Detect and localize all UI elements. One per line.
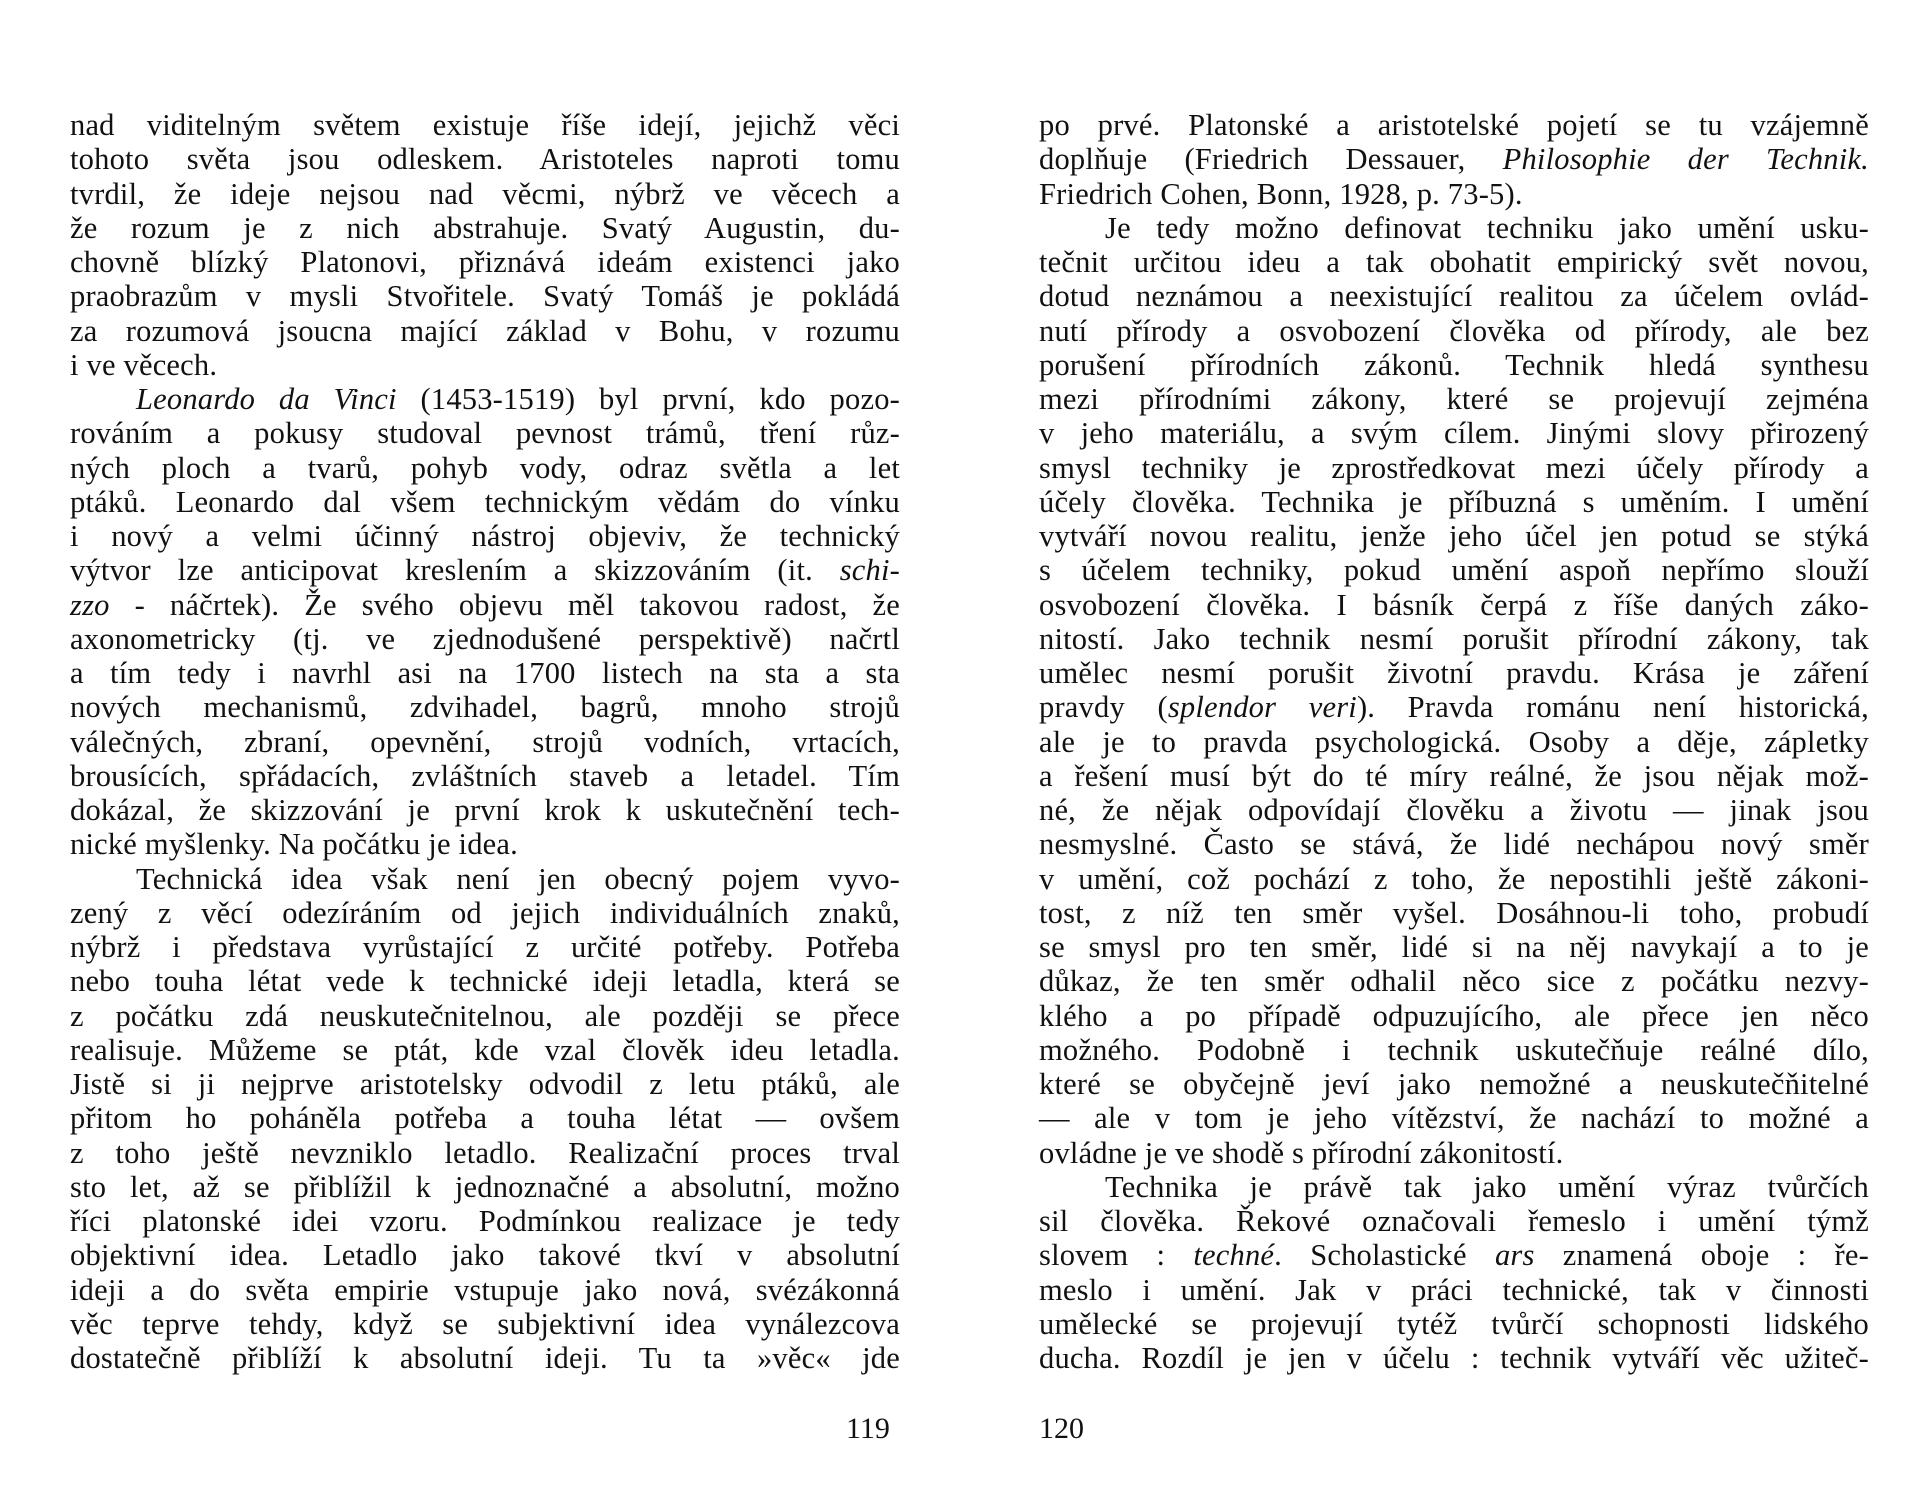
right-page-line — [1039, 279, 1869, 313]
right-page-line — [1039, 382, 1869, 416]
line-text: ných ploch a tvarů, pohyb vody, odraz světla a let — [70, 450, 900, 485]
line-text: osvobození člověka. I básník čerpá z říše daných záko- — [1039, 587, 1869, 622]
right-page-line — [1039, 553, 1869, 587]
line-text: Technická idea však není jen obecný pojem vyvo- — [136, 861, 900, 896]
right-page-text — [1039, 108, 1869, 1375]
left-page-line — [70, 142, 900, 176]
line-text: nebo touha létat vede k technické ideji letadla, která se — [70, 964, 900, 999]
right-page-line — [1039, 862, 1869, 896]
left-page-line — [70, 588, 900, 622]
line-text: mezi přírodními zákony, které se projevují zejména — [1039, 382, 1869, 416]
left-page-line — [70, 862, 900, 896]
right-page-line — [1039, 1101, 1869, 1135]
right-page-line — [1039, 519, 1869, 553]
left-page-line — [70, 622, 900, 656]
right-page-line — [1039, 177, 1869, 211]
right-page-line — [1039, 416, 1869, 450]
left-page-line — [70, 725, 900, 759]
right-page — [959, 0, 1918, 1500]
right-page-line — [1039, 690, 1869, 724]
right-page-line — [1039, 1307, 1869, 1341]
left-page-line — [70, 1238, 900, 1272]
left-page-line — [70, 964, 900, 998]
right-page-line — [1039, 108, 1869, 142]
line-text: zený z věcí odezíráním od jejich individuálních znaků, — [70, 895, 900, 930]
line-text: doplňuje (Friedrich Dessauer, — [1039, 142, 1503, 177]
left-page-line — [70, 930, 900, 964]
line-text: po prvé. Platonské a aristotelské pojetí se tu vzájemně — [1039, 108, 1869, 142]
line-text: dotud neznámou a neexistující realitou za účelem ovlád- — [1039, 279, 1869, 314]
line-text: výtvor lze anticipovat kreslením a skizzováním (it. — [70, 553, 840, 588]
line-text: i ve věcech. — [70, 347, 218, 382]
line-text: axonometricky (tj. ve zjednodušené perspektivě) načrtl — [70, 621, 900, 656]
line-text: Jistě si ji nejprve aristotelsky odvodil z letu ptáků, ale — [70, 1067, 900, 1101]
left-page-line — [70, 553, 900, 587]
left-page-line — [70, 1136, 900, 1170]
line-text: sto let, až se přiblížil k jednoznačné a absolutní, možno — [70, 1169, 900, 1204]
line-text: realisuje. Můžeme se ptát, kde vzal člověk ideu letadla. — [70, 1032, 900, 1067]
right-page-line — [1039, 348, 1869, 382]
line-text: s účelem techniky, pokud umění aspoň nepřímo slouží — [1039, 553, 1869, 588]
line-text: ideji a do světa empirie vstupuje jako nová, svézákonná — [70, 1272, 900, 1307]
line-text: i nový a velmi účinný nástroj objeviv, že technický — [70, 519, 900, 553]
left-page-line — [70, 211, 900, 245]
line-text: které se obyčejně jeví jako nemožné a neuskutečňitelné — [1039, 1067, 1869, 1101]
line-text: ptáků. Leonardo dal všem technickým vědám do vínku — [70, 484, 900, 519]
right-page-line — [1039, 1204, 1869, 1238]
line-text: chovně blízký Platonovi, přiznává ideám existenci jako — [70, 245, 900, 279]
right-page-line — [1039, 211, 1869, 245]
line-text: rováním a pokusy studoval pevnost trámů, tření růz- — [70, 416, 900, 451]
line-text: v umění, což pochází z toho, že nepostihli ještě zákoni- — [1039, 861, 1869, 896]
line-text: dokázal, že skizzování je první krok k uskutečnění tech- — [70, 793, 900, 827]
line-text: důkaz, že ten směr odhalil něco sice z počátku nezvy- — [1039, 964, 1869, 999]
right-page-line — [1039, 1238, 1869, 1272]
line-text: Technika je právě tak jako umění výraz tvůrčích — [1105, 1169, 1869, 1204]
line-text: Je tedy možno definovat techniku jako umění usku- — [1105, 210, 1869, 245]
line-text: válečných, zbraní, opevnění, strojů vodních, vrtacích, — [70, 724, 900, 759]
right-page-line — [1039, 656, 1869, 690]
left-page-line — [70, 314, 900, 348]
line-text: a tím tedy i navrhl asi na 1700 listech na sta a sta — [70, 656, 900, 690]
left-page-number: 119 — [846, 1412, 890, 1445]
left-page-line — [70, 656, 900, 690]
line-text: nitostí. Jako technik nesmí porušit přírodní zákony, tak — [1039, 621, 1869, 656]
italic-text: zzo — [70, 587, 110, 622]
line-text: Friedrich Cohen, Bonn, 1928, p. 73-5). — [1039, 176, 1523, 211]
left-page-line — [70, 759, 900, 793]
right-page-line — [1039, 896, 1869, 930]
left-page-line — [70, 279, 900, 313]
right-page-line — [1039, 245, 1869, 279]
left-page-line — [70, 896, 900, 930]
line-text: nické myšlenky. Na počátku je idea. — [70, 827, 518, 862]
line-text: vytváří novou realitu, jenže jeho účel jen potud se stýká — [1039, 519, 1869, 553]
right-page-line — [1039, 759, 1869, 793]
line-text: sil člověka. Řekové označovali řemeslo i umění týmž — [1039, 1204, 1869, 1238]
left-page-line — [70, 382, 900, 416]
italic-text: Philosophie der Technik. — [1502, 142, 1869, 177]
left-page-line — [70, 793, 900, 827]
right-page-line — [1039, 793, 1869, 827]
italic-text: splendor veri — [1167, 690, 1357, 725]
line-text: že rozum je z nich abstrahuje. Svatý Augustin, du- — [70, 210, 900, 245]
left-page-line — [70, 245, 900, 279]
left-page-line — [70, 485, 900, 519]
line-text: . Scholastické — [1274, 1238, 1495, 1273]
right-page-line — [1039, 451, 1869, 485]
line-text: přitom ho poháněla potřeba a touha létat — ovšem — [70, 1101, 900, 1136]
right-page-line — [1039, 725, 1869, 759]
line-text: né, že nějak odpovídají člověku a životu — jinak jsou — [1039, 793, 1869, 827]
line-text: klého a po případě odpuzujícího, ale přece jen něco — [1039, 998, 1869, 1033]
line-text: nad viditelným světem existuje říše idejí, jejichž věci — [70, 108, 900, 142]
left-page-line — [70, 827, 900, 861]
line-text: nýbrž i představa vyrůstající z určité potřeby. Potřeba — [70, 930, 900, 964]
line-text: (1453-1519) byl první, kdo pozo- — [396, 382, 900, 416]
right-page-line — [1039, 1170, 1869, 1204]
line-text: — ale v tom je jeho vítězství, že nachází to možné a — [1039, 1101, 1869, 1136]
right-page-line — [1039, 622, 1869, 656]
italic-text: schi- — [839, 553, 900, 588]
right-page-line — [1039, 827, 1869, 861]
line-text: pravdy ( — [1039, 690, 1168, 725]
line-text: nutí přírody a osvobození člověka od přírody, ale bez — [1039, 313, 1869, 348]
line-text: z počátku zdá neuskutečnitelnou, ale později se přece — [70, 998, 900, 1033]
line-text: říci platonské idei vzoru. Podmínkou realizace je tedy — [70, 1204, 900, 1238]
line-text: a řešení musí být do té míry reálné, že jsou nějak mož- — [1039, 758, 1869, 793]
line-text: ). Pravda románu není historická, — [1356, 690, 1869, 725]
left-page-line — [70, 519, 900, 553]
left-page-line — [70, 1067, 900, 1101]
left-page-line — [70, 999, 900, 1033]
left-page-line — [70, 1101, 900, 1135]
right-page-line — [1039, 1033, 1869, 1067]
left-page-line — [70, 1307, 900, 1341]
line-text: - náčrtek). Že svého objevu měl takovou radost, že — [109, 587, 900, 622]
left-page-line — [70, 690, 900, 724]
line-text: nových mechanismů, zdvihadel, bagrů, mnoho strojů — [70, 690, 900, 725]
left-page-line — [70, 108, 900, 142]
right-page-line — [1039, 485, 1869, 519]
left-page-line — [70, 177, 900, 211]
line-text: ducha. Rozdíl je jen v účelu : technik vytváří věc užiteč- — [1039, 1341, 1869, 1375]
line-text: praobrazům v mysli Stvořitele. Svatý Tomáš je pokládá — [70, 279, 900, 314]
right-page-line — [1039, 930, 1869, 964]
line-text: v jeho materiálu, a svým cílem. Jinými slovy přirozený — [1039, 416, 1869, 451]
left-page-line — [70, 416, 900, 450]
line-text: tečnit určitou ideu a tak obohatit empirický svět novou, — [1039, 245, 1869, 279]
line-text: dostatečně přiblíží k absolutní ideji. Tu ta »věc« jde — [70, 1341, 900, 1375]
right-page-line — [1039, 964, 1869, 998]
right-page-line — [1039, 588, 1869, 622]
left-page-line — [70, 1170, 900, 1204]
line-text: znamená oboje : ře- — [1534, 1238, 1869, 1273]
right-page-line — [1039, 1273, 1869, 1307]
left-page-line — [70, 1204, 900, 1238]
line-text: objektivní idea. Letadlo jako takové tkví v absolutní — [70, 1238, 900, 1273]
right-page-line — [1039, 1067, 1869, 1101]
left-page-text — [70, 108, 900, 1375]
left-page-line — [70, 1033, 900, 1067]
line-text: se smysl pro ten směr, lidé si na něj navykají a to je — [1039, 930, 1869, 964]
line-text: brousících, spřádacích, zvláštních staveb a letadel. Tím — [70, 758, 900, 793]
italic-text: techné — [1193, 1238, 1275, 1273]
line-text: nesmyslné. Často se stává, že lidé nechápou nový směr — [1039, 827, 1869, 862]
right-page-line — [1039, 1341, 1869, 1375]
line-text: ale je to pravda psychologická. Osoby a děje, zápletky — [1039, 724, 1869, 759]
left-page-line — [70, 348, 900, 382]
line-text: ovládne je ve shodě s přírodní zákonitostí. — [1039, 1135, 1564, 1170]
line-text: za rozumová jsoucna mající základ v Bohu, v rozumu — [70, 313, 900, 348]
left-page-line — [70, 1341, 900, 1375]
line-text: slovem : — [1039, 1238, 1194, 1273]
left-page-line — [70, 1273, 900, 1307]
line-text: tohoto světa jsou odleskem. Aristoteles naproti tomu — [70, 142, 900, 177]
line-text: tost, z níž ten směr vyšel. Dosáhnou-li toho, probudí — [1039, 895, 1869, 930]
line-text: umělec nesmí porušit životní pravdu. Krása je záření — [1039, 656, 1869, 690]
line-text: smysl techniky je zprostředkovat mezi účely přírody a — [1039, 450, 1869, 485]
line-text: tvrdil, že ideje nejsou nad věcmi, nýbrž ve věcech a — [70, 176, 900, 211]
line-text: účely člověka. Technika je příbuzná s uměním. I umění — [1039, 484, 1869, 519]
line-text: umělecké se projevují tytéž tvůrčí schopnosti lidského — [1039, 1306, 1869, 1341]
line-text: věc teprve tehdy, když se subjektivní idea vynálezcova — [70, 1306, 900, 1341]
line-text: z toho ještě nevzniklo letadlo. Realizační proces trval — [70, 1135, 900, 1170]
italic-text: ars — [1494, 1238, 1535, 1273]
right-page-line — [1039, 142, 1869, 176]
italic-text: Leonardo da Vinci — [136, 382, 397, 416]
right-page-number: 120 — [1039, 1412, 1084, 1445]
line-text: porušení přírodních zákonů. Technik hledá synthesu — [1039, 347, 1869, 382]
line-text: meslo i umění. Jak v práci technické, tak v činnosti — [1039, 1272, 1869, 1307]
left-page-line — [70, 451, 900, 485]
right-page-line — [1039, 999, 1869, 1033]
right-page-line — [1039, 314, 1869, 348]
right-page-line — [1039, 1136, 1869, 1170]
line-text: možného. Podobně i technik uskutečňuje reálné dílo, — [1039, 1032, 1869, 1067]
